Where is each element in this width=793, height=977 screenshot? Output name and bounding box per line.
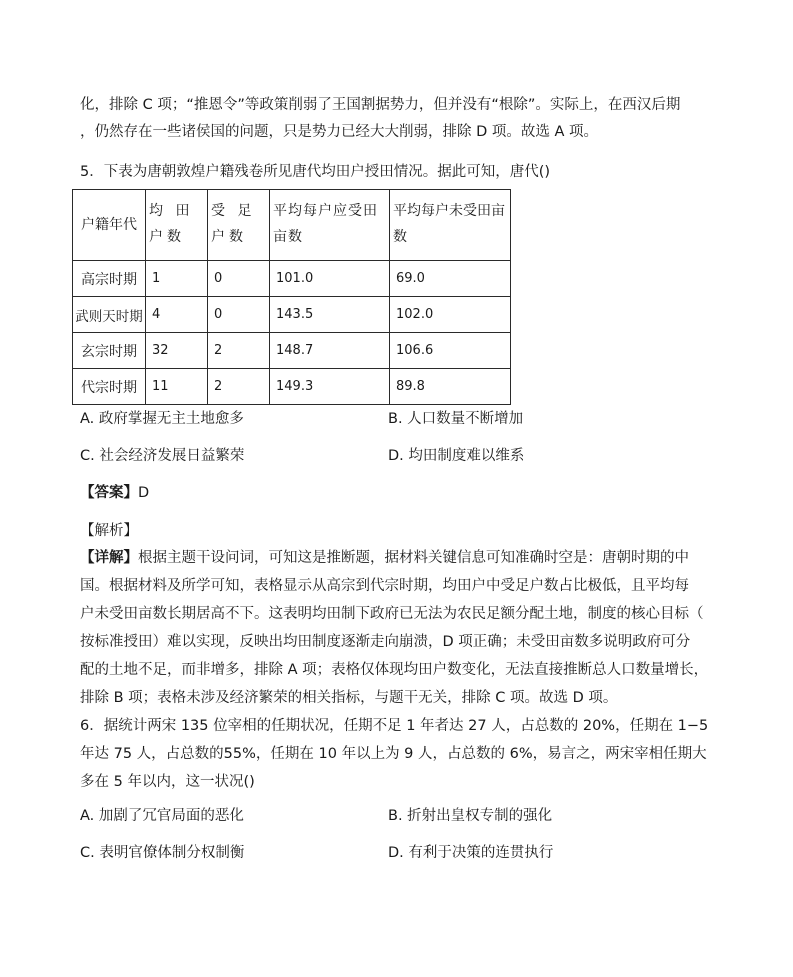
table-header-cell: 均 田 户数 (146, 190, 208, 261)
q5-option-c: C. 社会经济发展日益繁荣 (80, 448, 245, 464)
q6-option-d: D. 有利于决策的连贯执行 (388, 845, 554, 861)
table-cell: 武则天时期 (73, 297, 146, 333)
analysis-tag: 【解析】 (80, 523, 138, 539)
q5-option-d: D. 均田制度难以维系 (388, 448, 525, 464)
q6-option-b: B. 折射出皇权专制的强化 (388, 808, 553, 824)
q5-option-b: B. 人口数量不断增加 (388, 411, 524, 427)
table-cell: 2 (208, 333, 270, 369)
detail-line-1 (80, 548, 689, 568)
question-6-stem-2: 年达 75 人，占总数的55%，任期在 10 年以上为 9 人，占总数的 6%，易言之，两宋宰相任期大 (80, 746, 707, 762)
table-cell: 1 (146, 261, 208, 297)
table-header-cell: 受 足 户数 (208, 190, 270, 261)
table-row (73, 369, 511, 405)
table-cell: 102.0 (390, 297, 511, 333)
table-cell: 32 (146, 333, 208, 369)
detail-tag: 【详解】 (80, 550, 138, 566)
table-cell: 玄宗时期 (73, 333, 146, 369)
table-cell: 148.7 (270, 333, 390, 369)
detail-line-4: 按标准授田）难以实现，反映出均田制度逐渐走向崩溃，D 项正确；未受田亩数多说明政府可分 (80, 634, 691, 650)
table-row (73, 297, 511, 333)
intro-line-1: 化，排除 C 项；“推恩令”等政策削弱了王国割据势力，但并没有“根除”。实际上，在西汉后期 (80, 97, 681, 113)
answer-line (80, 483, 149, 503)
table-cell: 4 (146, 297, 208, 333)
q6-option-c: C. 表明官僚体制分权制衡 (80, 845, 245, 861)
table-cell: 69.0 (390, 261, 511, 297)
detail-line-3: 户未受田亩数长期居高不下。这表明均田制下政府已无法为农民足额分配土地，制度的核心目标（ (80, 606, 704, 622)
q6-option-a: A. 加剧了冗官局面的恶化 (80, 808, 244, 824)
answer-tag: 【答案】 (80, 485, 138, 501)
table-cell: 106.6 (390, 333, 511, 369)
table-header-row (73, 190, 511, 261)
land-allocation-table (72, 189, 511, 405)
table-cell: 143.5 (270, 297, 390, 333)
question-5-stem: 5．下表为唐朝敦煌户籍残卷所见唐代均田户授田情况。据此可知，唐代() (80, 164, 551, 180)
table-cell: 高宗时期 (73, 261, 146, 297)
table-cell: 149.3 (270, 369, 390, 405)
detail-line-5: 配的土地不足，而非增多，排除 A 项；表格仅体现均田户数变化，无法直接推断总人口数量增长， (80, 662, 709, 678)
intro-line-2: ，仍然存在一些诸侯国的问题，只是势力已经大大削弱，排除 D 项。故选 A 项。 (80, 124, 599, 140)
table-cell: 89.8 (390, 369, 511, 405)
table-header-cell: 平均每户未受田亩数 (390, 190, 511, 261)
table-row (73, 261, 511, 297)
q5-option-a: A. 政府掌握无主土地愈多 (80, 411, 244, 427)
table-cell: 2 (208, 369, 270, 405)
table-cell: 11 (146, 369, 208, 405)
table-cell: 101.0 (270, 261, 390, 297)
table-cell: 0 (208, 261, 270, 297)
table-cell: 0 (208, 297, 270, 333)
table-header-cell: 户籍年代 (73, 190, 146, 261)
question-6-stem-1: 6．据统计两宋 135 位宰相的任期状况，任期不足 1 年者达 27 人，占总数的 20%，任期在 1−5 (80, 718, 709, 734)
table-row (73, 333, 511, 369)
detail-line-2: 国。根据材料及所学可知，表格显示从高宗到代宗时期，均田户中受足户数占比极低，且平均每 (80, 578, 689, 594)
table-cell: 代宗时期 (73, 369, 146, 405)
table-header-cell: 平均每户应受田亩数 (270, 190, 390, 261)
detail-line-6: 排除 B 项；表格未涉及经济繁荣的相关指标，与题干无关，排除 C 项。故选 D 项。 (80, 690, 618, 706)
question-6-stem-3: 多在 5 年以内，这一状况() (80, 774, 255, 790)
detail-text: 根据主题干设问词，可知这是推断题，据材料关键信息可知准确时空是：唐朝时期的中 (138, 550, 689, 566)
answer-value: D (138, 485, 150, 501)
